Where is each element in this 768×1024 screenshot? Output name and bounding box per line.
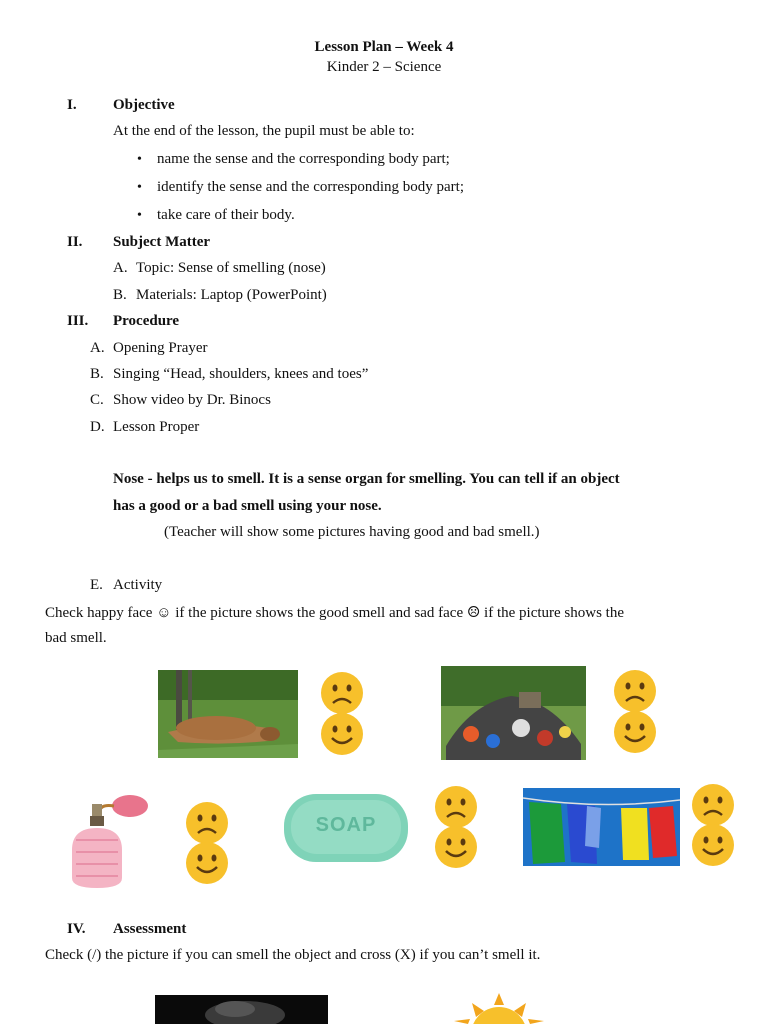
section-heading-objective: Objective <box>113 97 175 113</box>
list-marker: A. <box>113 260 128 276</box>
section-numeral: IV. <box>67 921 86 937</box>
list-marker: E. <box>90 577 103 593</box>
activity-label: Activity <box>113 577 163 593</box>
section-numeral: III. <box>67 313 89 329</box>
subject-topic: Topic: Sense of smelling (nose) <box>136 260 326 276</box>
objective-bullet: identify the sense and the corresponding body part; <box>157 179 465 195</box>
assessment-instruction: Check (/) the picture if you can smell the object and cross (X) if you can’t smell it. <box>45 947 541 963</box>
objective-bullet: take care of their body. <box>157 207 295 223</box>
happy-face-icon[interactable] <box>612 709 658 755</box>
dead-deer-image <box>158 670 298 758</box>
bullet-dot-icon: • <box>137 152 142 167</box>
page-title: Lesson Plan – Week 4 <box>314 39 454 55</box>
soap-label: SOAP <box>315 814 377 836</box>
section-numeral: I. <box>67 97 77 113</box>
subject-materials: Materials: Laptop (PowerPoint) <box>136 287 327 303</box>
soap-bar-image <box>281 790 411 866</box>
happy-face-icon[interactable] <box>319 711 365 757</box>
procedure-item: Show video by Dr. Binocs <box>113 392 271 408</box>
section-heading-procedure: Procedure <box>113 313 180 329</box>
procedure-item: Lesson Proper <box>113 419 200 435</box>
procedure-item: Opening Prayer <box>113 340 208 356</box>
activity-instruction-line2: bad smell. <box>45 630 107 646</box>
smoke-image <box>155 995 328 1024</box>
activity-instruction-line1: Check happy face ☺ if the picture shows the good smell and sad face ☹ if the picture shows the <box>45 605 625 621</box>
list-marker: C. <box>90 392 104 408</box>
happy-face-icon[interactable] <box>433 824 479 870</box>
happy-face-icon[interactable] <box>690 822 736 868</box>
bullet-dot-icon: • <box>137 180 142 195</box>
nose-definition-line2: has a good or a bad smell using your nose. <box>113 498 382 514</box>
teacher-note: (Teacher will show some pictures having good and bad smell.) <box>164 524 540 540</box>
section-heading-subject-matter: Subject Matter <box>113 234 211 250</box>
objective-intro: At the end of the lesson, the pupil must be able to: <box>113 123 415 139</box>
nose-definition-line1: Nose - helps us to smell. It is a sense organ for smelling. You can tell if an object <box>113 471 620 487</box>
list-marker: B. <box>113 287 127 303</box>
list-marker: D. <box>90 419 105 435</box>
page-subtitle: Kinder 2 – Science <box>326 59 442 75</box>
section-heading-assessment: Assessment <box>113 921 187 937</box>
section-numeral: II. <box>67 234 83 250</box>
list-marker: B. <box>90 366 104 382</box>
procedure-item: Singing “Head, shoulders, knees and toes” <box>113 366 369 382</box>
perfume-bottle-image <box>62 790 152 890</box>
list-marker: A. <box>90 340 105 356</box>
happy-face-icon[interactable] <box>184 840 230 886</box>
sad-face-icon[interactable] <box>319 670 365 716</box>
sun-icon <box>444 993 554 1024</box>
sad-face-icon[interactable] <box>612 668 658 714</box>
garbage-pile-image <box>441 666 586 760</box>
clothesline-image <box>523 788 680 866</box>
bullet-dot-icon: • <box>137 208 142 223</box>
objective-bullet: name the sense and the corresponding body part; <box>157 151 450 167</box>
